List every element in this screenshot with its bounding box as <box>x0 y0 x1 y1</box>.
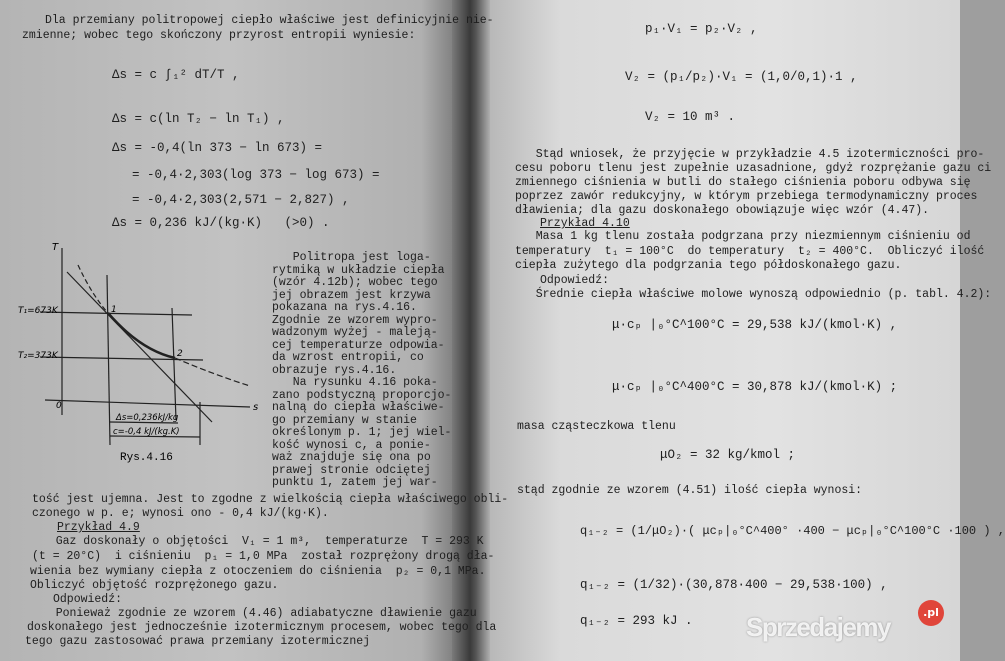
equation-molar-mass: μO₂ = 32 kg/kmol ; <box>660 448 796 462</box>
equation-cp-400: μ·cₚ |₀°C^400°C = 30,878 kJ/(kmol·K) ; <box>612 380 898 394</box>
side-text-line: kość wynosi c, a ponie- <box>272 438 431 452</box>
side-text-line: Na rysunku 4.16 poka- <box>272 376 438 389</box>
text-line: Ponieważ zgodnie ze wzorem (4.46) adiabatyczne dławienie gazu <box>35 607 477 620</box>
equation-q-general: q₁₋₂ = (1/μO₂)·( μcₚ|₀°C^400° ·400 − μcₚ|₀°C^100°C ·100 ) , <box>580 524 1005 538</box>
text-line: masa cząsteczkowa tlenu <box>517 420 676 433</box>
text-line: wienia bez wymiany ciepła z otoczeniem do ciśnienia p₂ = 0,1 MPa. <box>30 565 486 578</box>
equation-cp-100: μ·cₚ |₀°C^100°C = 29,538 kJ/(kmol·K) , <box>612 318 898 332</box>
equation: V₂ = 10 m³ . <box>645 110 736 124</box>
watermark-badge: .pl <box>918 600 944 626</box>
t2-label: T₂=373K <box>18 351 58 361</box>
equation: Δs = -0,4(ln 373 − ln 673) = <box>112 141 323 155</box>
t1-label: T₁=673K <box>18 306 58 316</box>
side-text-line: obrazuje rys.4.16. <box>272 363 397 377</box>
side-text-line: Politropa jest loga- <box>272 251 431 264</box>
s-axis <box>45 400 250 407</box>
side-text-line: (wzór 4.12b); wobec tego <box>272 276 438 289</box>
side-text-line: pokazana na rys.4.16. <box>272 301 417 314</box>
equation: p₁·V₁ = p₂·V₂ , <box>645 22 758 36</box>
equation-q-numbers: q₁₋₂ = (1/32)·(30,878·400 − 29,538·100) , <box>580 578 888 592</box>
equation: Δs = c(ln T₂ − ln T₁) , <box>112 112 285 126</box>
answer-heading: Odpowiedź: <box>540 274 610 287</box>
intro-line: Dla przemiany politropowej ciepło właściwe jest definicyjnie nie- <box>45 14 494 27</box>
s1-line <box>107 275 110 445</box>
watermark-logo: Sprzedajemy <box>746 612 890 642</box>
example-4-9-heading: Przykład 4.9 <box>57 521 140 534</box>
text-line: Obliczyć objętość rozprężonego gazu. <box>30 579 279 592</box>
point-1-label: 1 <box>111 305 117 315</box>
side-text-line: cej temperaturze odpowia- <box>272 338 445 352</box>
text-line: doskonałego jest jednocześnie izotermicznym procesem, wobec tego dla <box>27 621 497 634</box>
equation: V₂ = (p₁/p₂)·V₁ = (1,0/0,1)·1 , <box>625 70 858 84</box>
text-line: dławienia; dla gazu doskonałego obowiązuje więc wzór (4.47). <box>515 204 930 217</box>
equation: = -0,4·2,303(2,571 − 2,827) , <box>132 193 350 207</box>
text-line: Średnie ciepła właściwe molowe wynoszą odpowiednio (p. tabl. 4.2): <box>515 288 992 301</box>
text-line: tego gazu zastosować prawa przemiany izotermicznej <box>25 635 371 648</box>
figure-caption: Rys.4.16 <box>120 452 173 464</box>
axis-label-s: s <box>253 402 259 413</box>
side-text-line: nalną do ciepła właściwe- <box>272 401 445 414</box>
side-text-line: go przemiany w stanie <box>272 413 417 427</box>
intro-line: zmienne; wobec tego skończony przyrost entropii wyniesie: <box>22 29 416 42</box>
point-2-label: 2 <box>177 349 183 359</box>
polytrope-curve <box>108 313 175 358</box>
side-text-line: Zgodnie ze wzorem wypro- <box>272 313 438 327</box>
text-line: Masa 1 kg tlenu została podgrzana przy niezmiennym ciśnieniu od <box>515 230 971 243</box>
side-text-line: prawej stronie odciętej <box>272 463 431 477</box>
equation: Δs = 0,236 kJ/(kg·K) (>0) . <box>112 216 330 230</box>
side-text-line: zano podstyczną proporcjo- <box>272 388 452 402</box>
side-text-line: wadzonym wyżej - maleją- <box>272 326 438 339</box>
text-line: tość jest ujemna. Jest to zgodne z wielkością ciepła właściwego obli- <box>32 493 509 506</box>
s2-line <box>172 308 176 420</box>
side-text-line: określonym p. 1; jej wiel- <box>272 426 452 439</box>
tangent-line <box>67 272 212 422</box>
text-line: Gaz doskonały o objętości V₁ = 1 m³, temperaturze T = 293 K <box>35 535 484 548</box>
text-line: ciepła zużytego dla podgrzania tego półdoskonałego gazu. <box>515 259 902 272</box>
text-line: Stąd wniosek, że przyjęcie w przykładzie 4.5 izotermiczności pro- <box>515 148 985 161</box>
text-line: zmiennego ciśnienia w butli do stałego ciśnienia poboru odbywa się <box>515 176 971 189</box>
text-line: temperatury t₁ = 100°C do temperatury t₂ = 400°C. Obliczyć ilość <box>515 245 985 258</box>
side-text-line: punktu 1, zatem jej war- <box>272 476 438 489</box>
answer-heading: Odpowiedź: <box>53 593 123 606</box>
c-label: c=-0,4 kJ/(kg.K) <box>113 427 180 437</box>
side-text-line: rytmiką w układzie ciepła <box>272 263 445 277</box>
text-line: czonego w p. e; wynosi ono - 0,4 kJ/(kg·K). <box>32 507 329 520</box>
ds-label: Δs=0,236kJ/kg <box>116 413 179 423</box>
text-line: stąd zgodnie ze wzorem (4.51) ilość ciepła wynosi: <box>517 484 863 497</box>
text-line: (t = 20°C) i ciśnieniu p₁ = 1,0 MPa został rozprężony drogą dła- <box>32 550 495 563</box>
side-text-line: jej obrazem jest krzywa <box>272 288 431 302</box>
equation: = -0,4·2,303(log 373 − log 673) = <box>132 168 380 182</box>
ts-diagram-figure <box>0 240 270 470</box>
example-4-10-heading: Przykład 4.10 <box>540 217 630 230</box>
equation-q-result: q₁₋₂ = 293 kJ . <box>580 614 693 628</box>
side-text-line: da wzrost entropii, co <box>272 351 424 364</box>
text-line: cesu poboru tlenu jest zupełnie uzasadnione, gdyż rozprężanie gazu ci <box>515 162 992 175</box>
side-text-line: waż znajduje się ona po <box>272 451 431 464</box>
axis-label-t: T <box>52 242 59 253</box>
text-line: poprzez zawór redukcyjny, w którym przebiega termodynamiczny proces <box>515 190 978 203</box>
equation: Δs = c ∫₁² dT/T , <box>112 68 240 82</box>
origin-label: 0 <box>56 401 62 411</box>
